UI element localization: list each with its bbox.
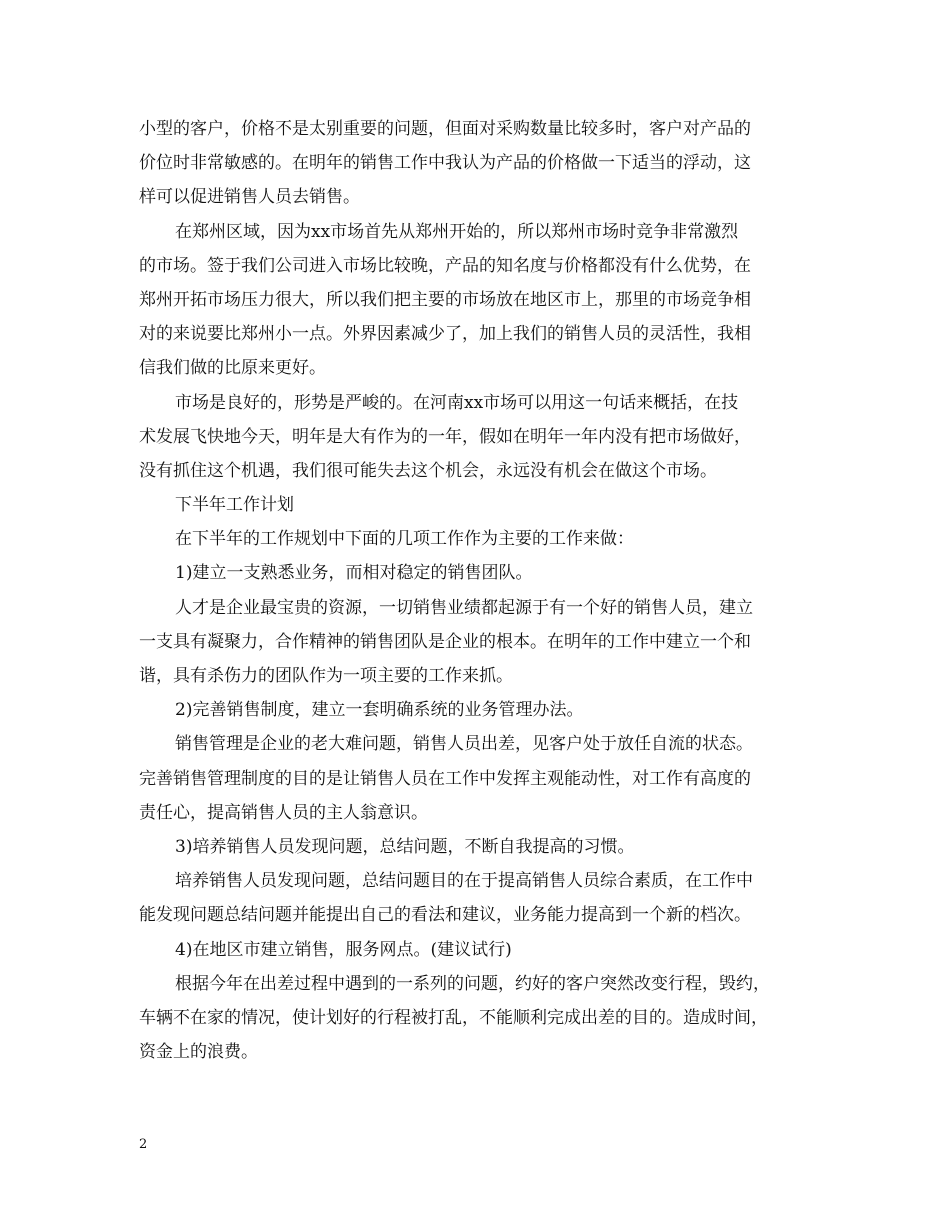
numbered-item: 4)在地区市建立销售，服务网点。(建议试行) <box>175 939 512 960</box>
paragraph-first-line: 根据今年在出差过程中遇到的一系列的问题，约好的客户突然改变行程，毁约， <box>175 973 770 994</box>
paragraph-first-line: 在郑州区域，因为xx市场首先从郑州开始的，所以郑州市场时竞争非常激烈 <box>175 221 739 242</box>
text-line: 没有抓住这个机遇，我们很可能失去这个机会，永远没有机会在做这个市场。 <box>139 460 717 481</box>
text-line: 术发展飞快地今天，明年是大有作为的一年，假如在明年一年内没有把市场做好， <box>139 426 751 447</box>
text-line: 谐，具有杀伤力的团队作为一项主要的工作来抓。 <box>139 666 513 686</box>
text-line: 对的来说要比郑州小一点。外界因素减少了，加上我们的销售人员的灵活性，我相 <box>139 324 751 345</box>
text-line: 责任心，提高销售人员的主人翁意识。 <box>139 802 428 823</box>
text-line: 小型的客户，价格不是太别重要的问题，但面对采购数量比较多时，客户对产品的 <box>139 119 751 139</box>
body-text <box>139 112 819 1069</box>
section-heading: 下半年工作计划 <box>175 495 294 516</box>
paragraph-first-line: 销售管理是企业的老大难问题，销售人员出差，见客户处于放任自流的状态。 <box>175 734 753 755</box>
paragraph-first-line: 人才是企业最宝贵的资源，一切销售业绩都起源于有一个好的销售人员，建立 <box>175 597 753 618</box>
text-line: 资金上的浪费。 <box>139 1042 258 1063</box>
numbered-item: 2)完善销售制度，建立一套明确系统的业务管理办法。 <box>175 700 584 721</box>
text-line: 样可以促进销售人员去销售。 <box>139 187 360 208</box>
text-line: 完善销售管理制度的目的是让销售人员在工作中发挥主观能动性，对工作有高度的 <box>139 768 751 789</box>
text-line: 能发现问题总结问题并能提出自己的看法和建议，业务能力提高到一个新的档次。 <box>139 905 751 926</box>
text-line: 一支具有凝聚力，合作精神的销售团队是企业的根本。在明年的工作中建立一个和 <box>139 631 751 652</box>
text-line: 车辆不在家的情况，使计划好的行程被打乱，不能顺利完成出差的目的。造成时间， <box>139 1007 768 1028</box>
text-line: 信我们做的比原来更好。 <box>139 358 326 379</box>
paragraph-first-line: 在下半年的工作规划中下面的几项工作作为主要的工作来做： <box>175 529 634 550</box>
paragraph-first-line: 市场是良好的，形势是严峻的。在河南xx市场可以用这一句话来概括，在技 <box>175 392 739 413</box>
paragraph-first-line: 培养销售人员发现问题，总结问题目的在于提高销售人员综合素质，在工作中 <box>175 871 753 892</box>
text-line: 的市场。签于我们公司进入市场比较晚，产品的知名度与价格都没有什么优势，在 <box>139 255 751 276</box>
text-line: 价位时非常敏感的。在明年的销售工作中我认为产品的价格做一下适当的浮动，这 <box>139 153 751 174</box>
text-line: 郑州开拓市场压力很大，所以我们把主要的市场放在地区市上，那里的市场竞争相 <box>139 289 751 310</box>
numbered-item: 1)建立一支熟悉业务，而相对稳定的销售团队。 <box>175 563 533 584</box>
numbered-item: 3)培养销售人员发现问题，总结问题，不断自我提高的习惯。 <box>175 836 635 857</box>
page-number: 2 <box>139 1137 148 1152</box>
